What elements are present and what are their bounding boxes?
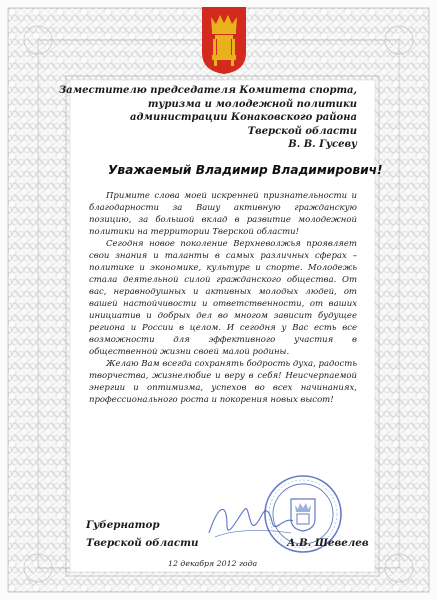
signer-name: А.В. Шевелев xyxy=(287,537,369,549)
signer-region: Тверской области xyxy=(86,537,199,549)
tver-coat-of-arms-icon xyxy=(200,5,248,75)
recipient-line: администрации Конаковского района xyxy=(130,112,357,123)
body-paragraph: Примите слова моей искренней признательности и благодарности за Вашу активную гражданскую позицию, за большой вклад в развитие молодежной политики на территории Тверской области! xyxy=(89,191,357,237)
recipient-line: Тверской области xyxy=(247,125,357,137)
letter-date: 12 декабря 2012 года xyxy=(168,559,258,568)
recipient-name: В. В. Гусеву xyxy=(288,139,357,150)
letter-body xyxy=(89,190,357,406)
recipient-line: туризма и молодежной политики xyxy=(147,98,357,110)
handwritten-signature xyxy=(205,495,295,545)
recipient-block xyxy=(57,84,357,152)
recipient-line: Заместителю председателя Комитета спорта, xyxy=(58,85,357,96)
greeting: Уважаемый Владимир Владимирович! xyxy=(108,163,383,177)
body-paragraph: Сегодня новое поколение Верхневолжья проявляет свои знания и таланты в самых различных сферах – политике и экономике, культуре и спорте. Молодежь стала деятельной силой гражданского общества. От вас, неравнодушных и активных молодых людей, от вашей настойчивости и ответственности, от ваших инициатив и добрых дел во многом зависит будущее региона и России в целом. И сегодня у Вас есть все возможности для эффективного участия в общественной жизни своей малой родины. xyxy=(89,239,357,357)
signer-title: Губернатор xyxy=(86,519,160,531)
body-paragraph: Желаю Вам всегда сохранять бодрость духа, радость творчества, жизнелюбие и веру в себя! Неисчерпаемой энергии и оптимизма, успехов во всех начинаниях, профессионального роста и покорения новых высот! xyxy=(89,359,357,405)
